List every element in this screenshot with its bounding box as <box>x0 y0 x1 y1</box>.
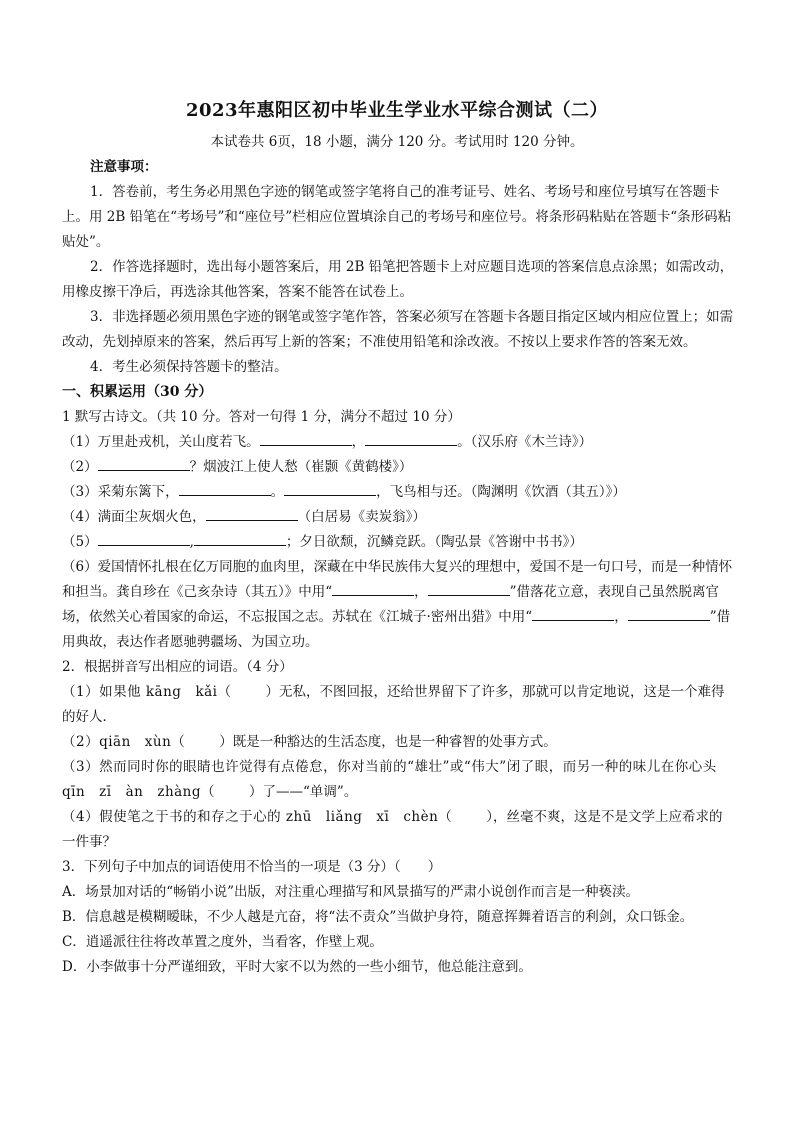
question-1-item-5: （5） , ；夕日欲颓，沉鳞竞跃。（陶弘景《答谢中书书》） <box>62 530 734 555</box>
answer-blank[interactable] <box>179 481 271 496</box>
exam-body <box>62 155 734 980</box>
section-heading: 一、积累运用（30 分） <box>62 384 213 400</box>
notice-item-3: 3．非选择题必须用黑色字迹的钢笔或签字笔作答，答案必须写在答题卡各题目指定区域内相应位置上；如需改动，先划掉原来的答案，然后再写上新的答案；不准使用铅笔和涂改液。不按以上要求作答的答案无效。 <box>62 309 734 350</box>
question-1-stem: 1 默写古诗文。（共 10 分。答对一句得 1 分，满分不超过 10 分） <box>62 409 461 425</box>
question-3-option-d[interactable]: D．小李做事十分严谨细致，平时大家不以为然的一些小细节，他总能注意到。 <box>62 959 532 975</box>
answer-blank[interactable] <box>260 431 352 446</box>
question-2-stem: 2．根据拼音写出相应的词语。（4 分） <box>62 659 293 675</box>
answer-blank[interactable] <box>428 581 510 596</box>
question-3-option-c[interactable]: C．逍遥派往往将改革置之度外，当看客，作壁上观。 <box>62 934 383 950</box>
answer-blank[interactable] <box>206 506 298 521</box>
answer-blank[interactable] <box>332 581 414 596</box>
notice-item-2: 2．作答选择题时，选出每小题答案后，用 2B 铅笔把答题卡上对应题目选项的答案信息点涂黑；如需改动，用橡皮擦干净后，再选涂其他答案，答案不能答在试卷上。 <box>62 259 734 300</box>
exam-info: 本试卷共 6页，18 小题，满分 120 分。考试用时 120 分钟。 <box>210 134 584 150</box>
question-2-item-4: （4）假使笔之于书的和存之于心的 zhū liǎng xī chèn（ ），丝毫不爽，这是不是文学上应希求的一件事？ <box>62 809 723 850</box>
question-1-item-2: （2） ？烟波江上使人愁（崔颢《黄鹤楼》） <box>62 455 734 480</box>
answer-blank[interactable] <box>98 531 190 546</box>
answer-blank[interactable] <box>194 531 286 546</box>
question-1-item-1: （1）万里赴戎机，关山度若飞。 ， 。（汉乐府《木兰诗》） <box>62 430 734 455</box>
answer-blank[interactable] <box>532 606 614 621</box>
page-title: 2023年惠阳区初中毕业生学业水平综合测试（二） <box>185 100 609 121</box>
notice-item-1: 1．答卷前，考生务必用黑色字迹的钢笔或签字笔将自己的准考证号、姓名、考场号和座位号填写在答题卡上。用 2B 铅笔在“考场号”和“座位号”栏相应位置填涂自己的考场号和座位号。将条形码粘贴在答题卡“条形码粘贴处”。 <box>62 184 732 250</box>
question-1-item-4: （4）满面尘灰烟火色， （白居易《卖炭翁》） <box>62 505 734 530</box>
question-1-item-6: （6）爱国情怀扎根在亿万同胞的血肉里，深藏在中华民族伟大复兴的理想中，爱国不是一句口号，而是一种情怀和担当。龚自珍在《己亥杂诗（其五）》中用“ ， ”借落花立意，表现自己虽然脱离官场，依然关心着国家的命运，不忘报国之志。苏轼在《江城子·密州出猎》中用“ ， ”借用典故，表达作者愿驰骋疆场、为国立功。 <box>62 559 733 650</box>
notice-item-4: 4．考生必须保持答题卡的整洁。 <box>90 359 288 375</box>
question-2-item-3: （3）然而同时你的眼睛也许觉得有点倦怠，你对当前的“雄壮”或“伟大”闭了眼，而另一种的味儿在你心头 qīn zī àn zhàng（ ）了——“单调”。 <box>62 759 717 800</box>
question-3-option-a[interactable]: A．场景加对话的“畅销小说”出版，对注重心理描写和风景描写的严肃小说创作而言是一种亵渎。 <box>62 884 640 900</box>
answer-blank[interactable] <box>365 431 457 446</box>
question-2-item-1: （1）如果他 kāng kǎi（ ）无私，不图回报，还给世界留下了许多，那就可以肯定地说，这是一个难得的好人． <box>62 684 725 725</box>
question-3-option-b[interactable]: B．信息越是模糊暧昧，不少人越是亢奋，将“法不责众”当做护身符，随意挥舞着语言的利剑，众口铄金。 <box>62 909 694 925</box>
notice-heading: 注意事项： <box>90 159 158 175</box>
answer-blank[interactable] <box>628 606 710 621</box>
question-2-item-2: （2）qiān xùn（ ）既是一种豁达的生活态度，也是一种睿智的处事方式。 <box>62 734 557 750</box>
answer-blank[interactable] <box>284 481 376 496</box>
question-3-stem: 3．下列句子中加点的词语使用不恰当的一项是（3 分）（ ） <box>62 859 442 875</box>
question-1-item-3: （3）采菊东篱下， 。 ，飞鸟相与还。（陶渊明《饮酒（其五）》） <box>62 480 734 505</box>
answer-blank[interactable] <box>98 456 190 471</box>
